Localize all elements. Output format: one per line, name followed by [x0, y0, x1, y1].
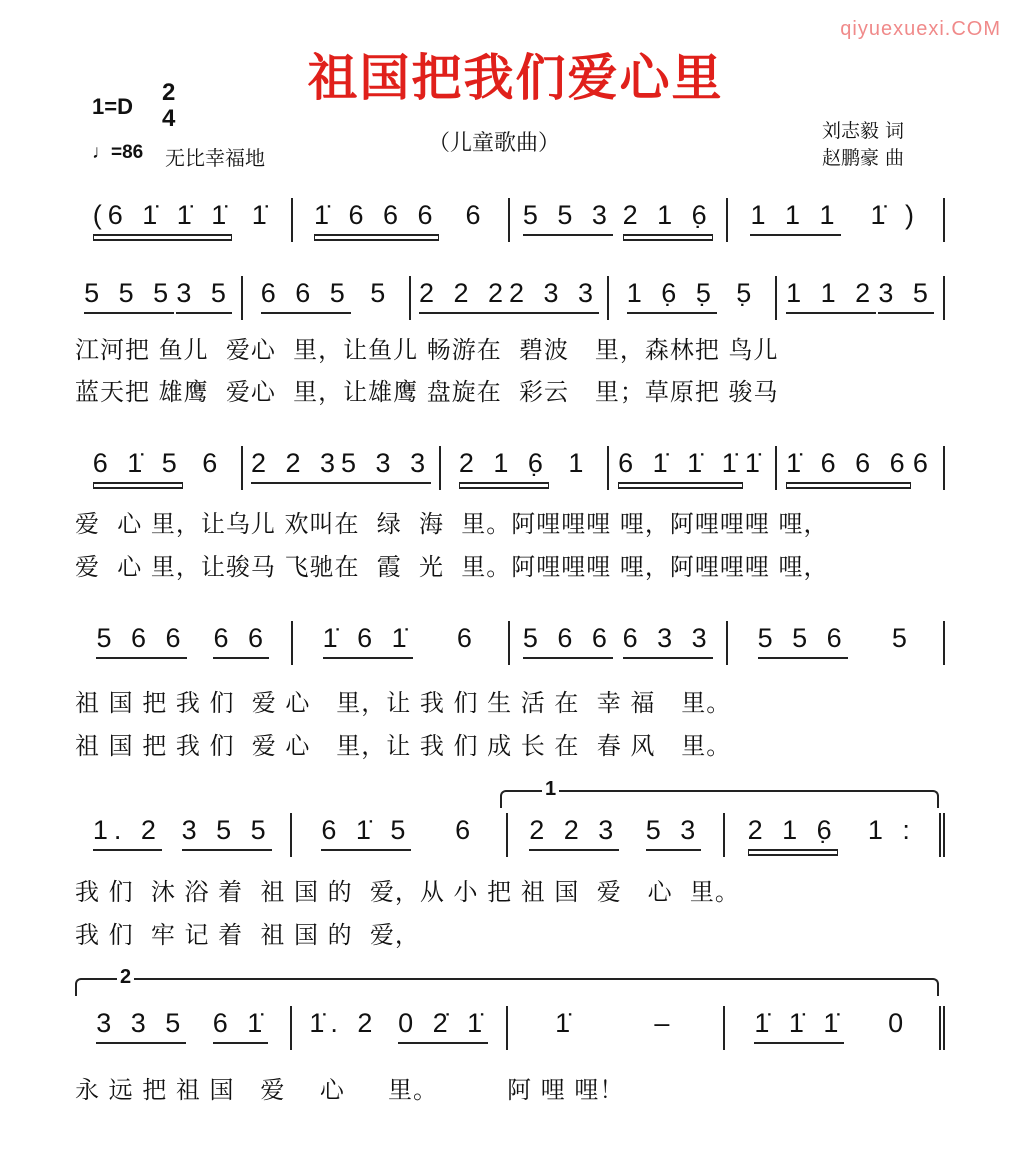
note-group: 5 5 5 [84, 276, 174, 314]
note-group: 1̇ 6 6 6 [786, 446, 911, 484]
note-group: 1 : [867, 815, 916, 845]
note-group: 3 5 5 [182, 813, 272, 851]
measure [243, 446, 441, 490]
volta-bracket [500, 778, 939, 808]
note-group: 2 3 3 [509, 276, 599, 314]
note-group: 1̇ ) [870, 200, 920, 230]
watermark: qiyuexuexi.COM [840, 18, 1001, 40]
staff-system [75, 446, 945, 490]
genre-subtitle: （儿童歌曲） [428, 131, 561, 156]
lyric-line: 爱 心 里，让乌儿 欢叫在 绿 海 里。阿哩哩哩 哩，阿哩哩哩 哩， [75, 510, 829, 538]
composer: 赵鹏豪 曲 [822, 147, 905, 169]
note-group: 2 1 6̣ [623, 198, 713, 236]
note-group: 1 6̣ 5̣ [627, 276, 717, 314]
measure [609, 276, 777, 320]
note-group: 6 1̇ 1̇ 1̇ [618, 446, 743, 484]
measure [293, 621, 511, 665]
credits [822, 118, 904, 172]
note-group: 1̇ 6 6 6 [314, 198, 439, 236]
note-group: 6 [202, 448, 224, 478]
lyric-line: 蓝天把 雄鹰 爱心 里，让雄鹰 盘旋在 彩云 里；草原把 骏马 [75, 378, 779, 406]
lyric-line: 祖 国 把 我 们 爱 心 里，让 我 们 成 长 在 春 风 里。 [75, 732, 732, 760]
meter-bottom: 4 [162, 105, 176, 132]
meter-top: 2 [162, 79, 176, 106]
note-group: 2 2 3 [529, 813, 619, 851]
measure [292, 813, 509, 857]
note-group: 1̇ [744, 448, 766, 478]
note-group: 6 1̇ 5 [321, 813, 411, 851]
measure [75, 621, 293, 665]
note-group: 3 5 [176, 276, 232, 314]
measure [411, 276, 609, 320]
measure [725, 1006, 946, 1050]
note-group: 6 6 5 [261, 276, 351, 314]
measure [75, 198, 293, 242]
note-group: 5 [891, 623, 913, 653]
staff-system [75, 276, 945, 320]
measure [441, 446, 609, 490]
note-group: 3 3 5 [96, 1006, 186, 1044]
note-group: – [654, 1008, 676, 1038]
note-group: 5̣ [736, 278, 758, 308]
measure [243, 276, 411, 320]
measure [508, 813, 725, 857]
measure [508, 1006, 725, 1050]
note-group: 5 [370, 278, 392, 308]
measure [510, 198, 728, 242]
measure [292, 1006, 509, 1050]
lyricist: 刘志毅 词 [822, 120, 905, 142]
note-group: 1̇ [251, 200, 273, 230]
measure [293, 198, 511, 242]
note-group: 6 1̇ [213, 1006, 269, 1044]
time-signature [162, 80, 175, 132]
lyric-line: 爱 心 里，让骏马 飞驰在 霞 光 里。阿哩哩哩 哩，阿哩哩哩 哩， [75, 553, 829, 581]
measure [777, 276, 945, 320]
note-group: 5 3 3 [341, 446, 431, 484]
note-group: 5 5 6 [758, 621, 848, 659]
measure [75, 276, 243, 320]
note-group: 5 3 [646, 813, 702, 851]
note-group: 5 5 3 [523, 198, 613, 236]
note-group: 1. 2 [93, 813, 162, 851]
staff-system [75, 813, 945, 857]
note-group: 1 1 1 [750, 198, 840, 236]
note-group: 3 5 [878, 276, 934, 314]
note-group: 1̇ 1̇ 1̇ [754, 1006, 844, 1044]
measure [75, 813, 292, 857]
measure [777, 446, 945, 490]
measure [75, 446, 243, 490]
note-group: 6 1̇ 5 [93, 446, 183, 484]
lyric-line: 我 们 沐 浴 着 祖 国 的 爱，从 小 把 祖 国 爱 心 里。 [75, 878, 740, 906]
lyric-line: 江河把 鱼儿 爱心 里，让鱼儿 畅游在 碧波 里，森林把 鸟儿 [75, 336, 779, 364]
note-group: 1 1 2 [786, 276, 876, 314]
note-group: 1̇ 6 1̇ [323, 621, 413, 659]
staff-system [75, 621, 945, 665]
note-group: 6 [456, 623, 478, 653]
volta-number: 1 [542, 778, 559, 801]
note-group: 2 1 6̣ [748, 813, 838, 851]
tempo-mark: ♩=86 [92, 142, 144, 163]
measure [510, 621, 728, 665]
note-group: 2 2 3 [251, 446, 341, 484]
note-group: 0 2̇ 1̇ [398, 1006, 488, 1044]
staff-system [75, 198, 945, 242]
song-title: 祖国把我们爱心里 [307, 48, 724, 107]
lyric-line: 祖 国 把 我 们 爱 心 里，让 我 们 生 活 在 幸 福 里。 [75, 689, 732, 717]
measure [609, 446, 777, 490]
note-group: 6 [465, 200, 487, 230]
volta-number: 2 [117, 966, 134, 989]
expression-mark: 无比幸福地 [165, 146, 265, 170]
note-group: 6 6 [213, 621, 269, 659]
note-group: 1̇ [555, 1008, 577, 1038]
note-group: 2 1 6̣ [459, 446, 549, 484]
note-group: 5 6 6 [523, 621, 613, 659]
measure [728, 198, 946, 242]
note-group: 6 [455, 815, 477, 845]
note-group: 0 [888, 1008, 910, 1038]
staff-system [75, 1006, 945, 1050]
lyric-line: 我 们 牢 记 着 祖 国 的 爱， [75, 921, 420, 949]
note-group: 1̇. 2 [309, 1008, 379, 1038]
volta-bracket [75, 966, 939, 996]
key-signature: 1=D [92, 94, 133, 119]
note-group: 6 3 3 [623, 621, 713, 659]
measure [75, 1006, 292, 1050]
note-group: 5 6 6 [96, 621, 186, 659]
note-group: 1 [568, 448, 590, 478]
note-group: 2 2 2 [419, 276, 509, 314]
measure [725, 813, 946, 857]
measure [728, 621, 946, 665]
note-group: (6 1̇ 1̇ 1̇ [93, 198, 233, 236]
lyric-line: 永 远 把 祖 国 爱 心 里。 阿 哩 哩！ [75, 1076, 625, 1104]
note-group: 6 [912, 448, 934, 478]
